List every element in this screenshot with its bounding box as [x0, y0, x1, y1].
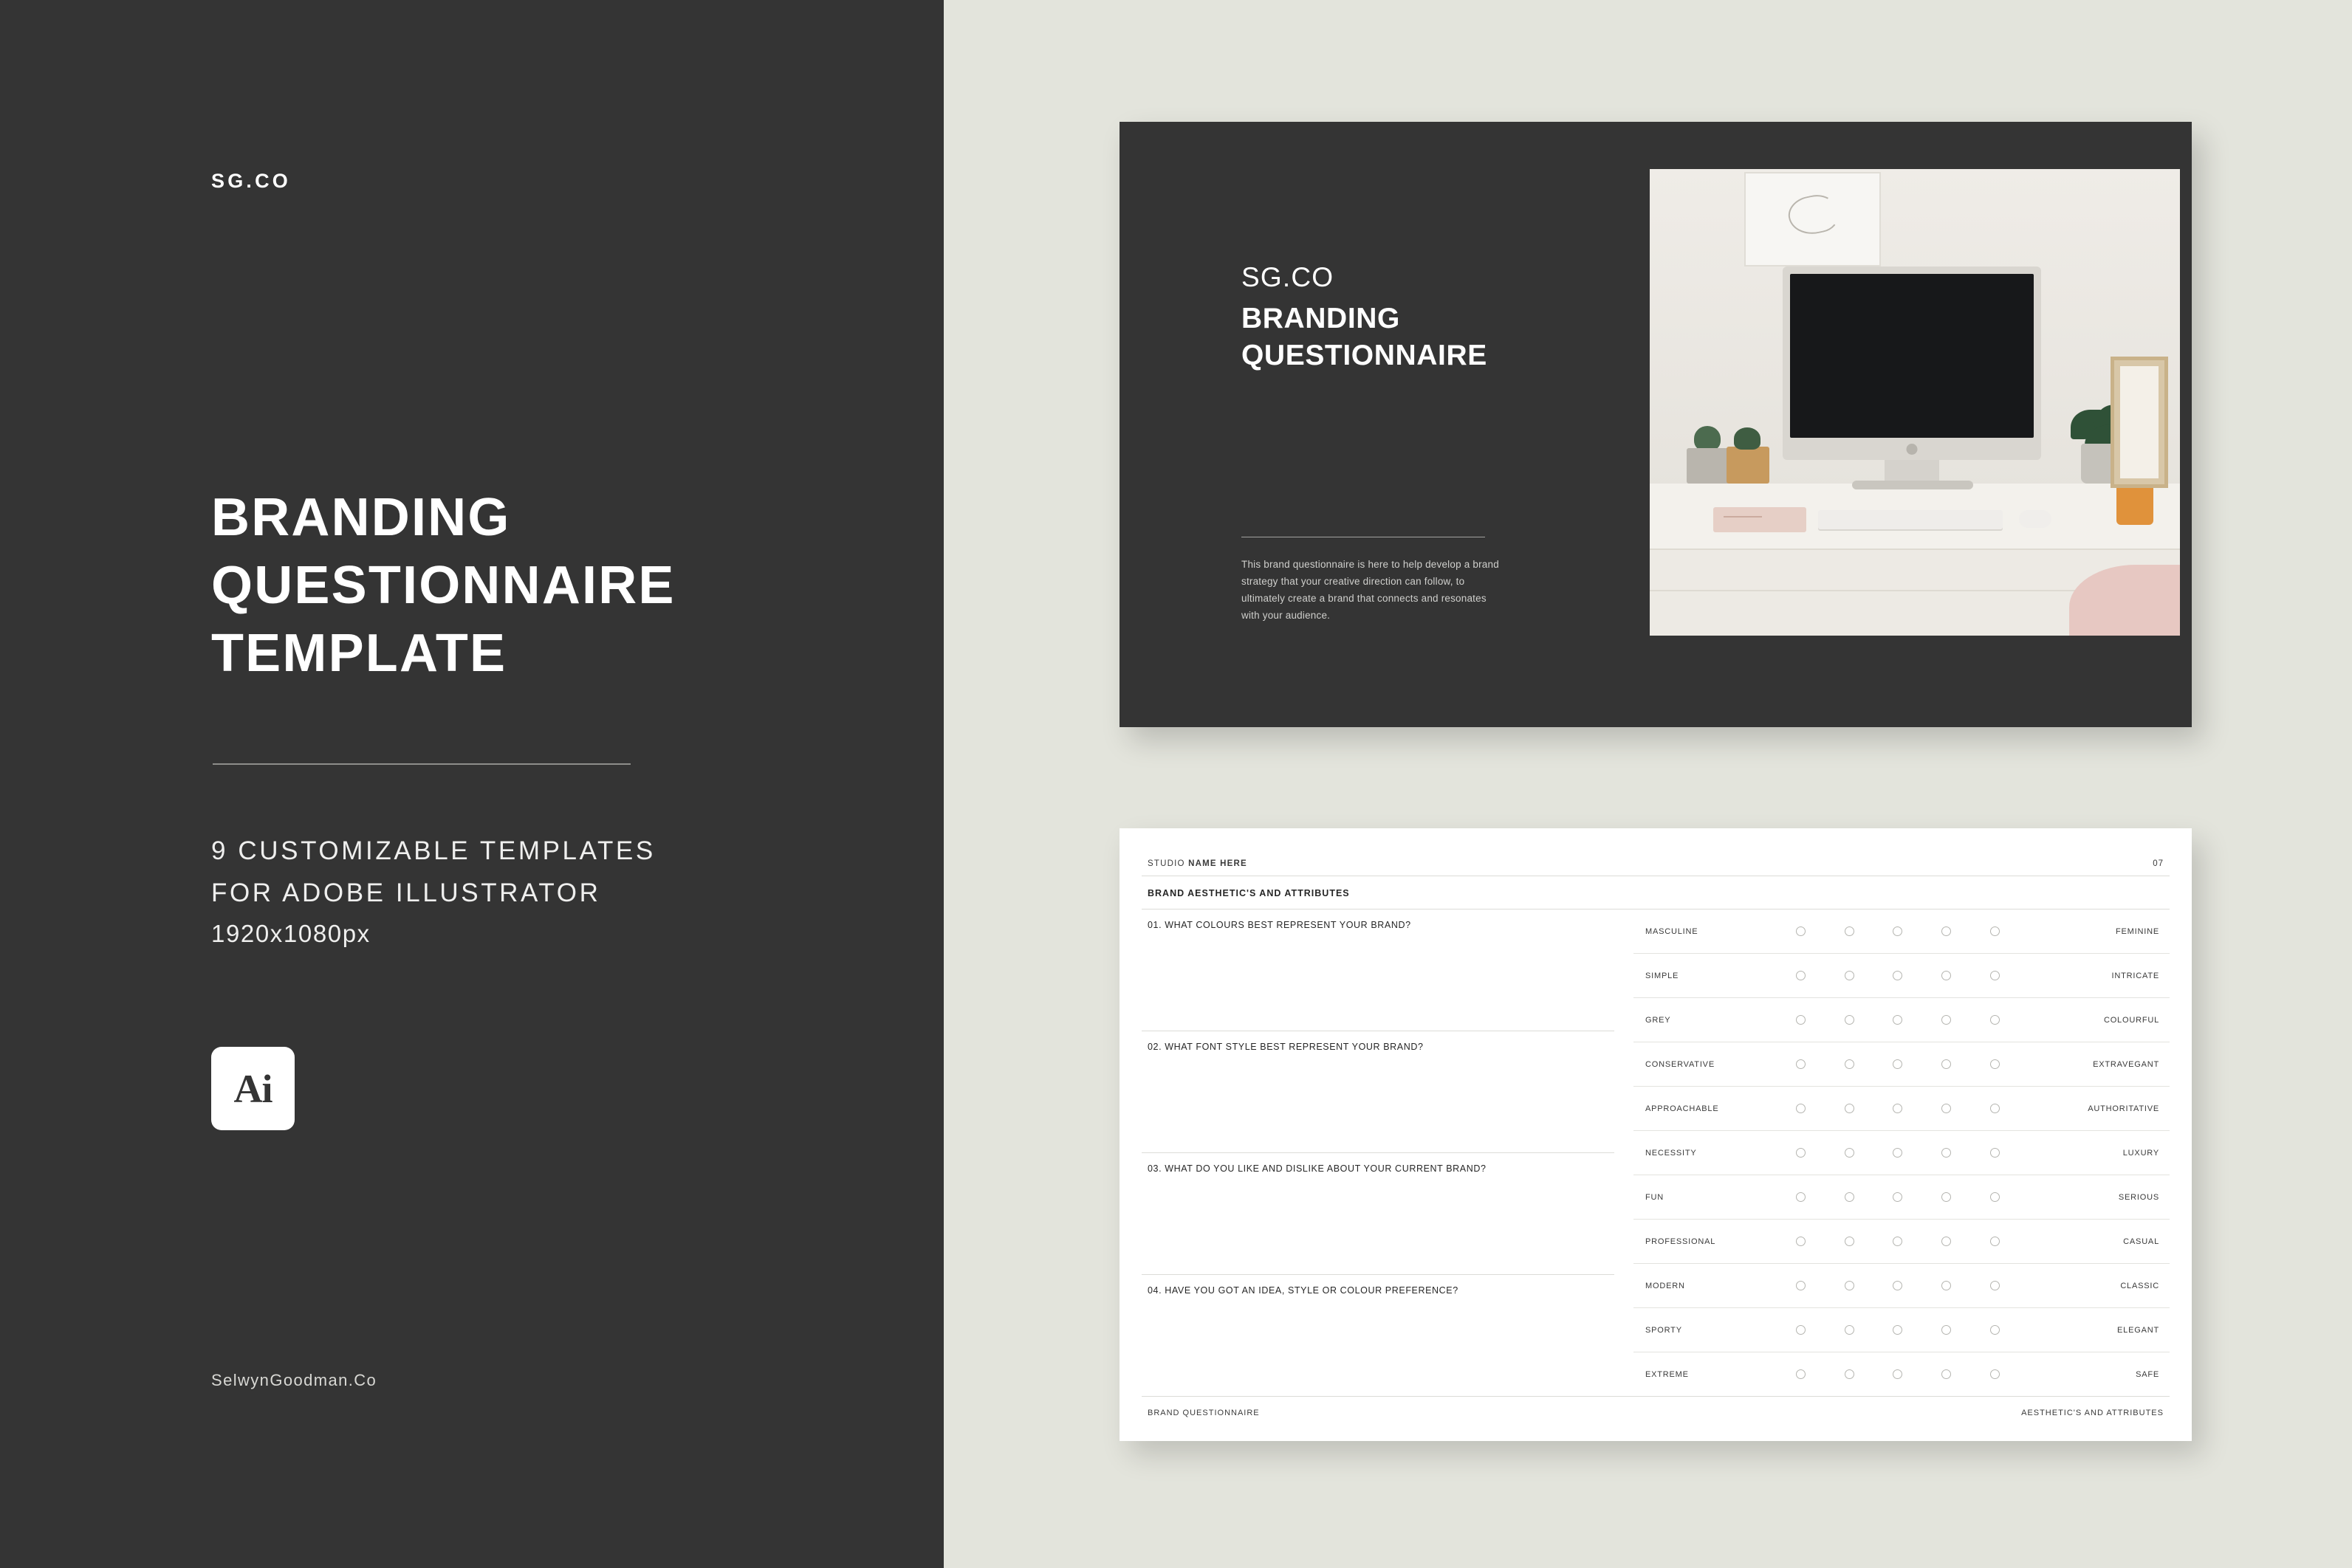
radio-option[interactable] [1893, 1148, 1902, 1158]
question-text: 01. WHAT COLOURS BEST REPRESENT YOUR BRAND? [1148, 920, 1411, 930]
gold-planter [1727, 447, 1769, 484]
radio-option[interactable] [1845, 1015, 1854, 1025]
scale-row [1633, 1352, 2170, 1396]
succulent [1694, 426, 1721, 451]
radio-option[interactable] [1941, 1059, 1951, 1069]
scale-row [1633, 954, 2170, 998]
scale-label-right: FEMININE [2116, 926, 2159, 936]
scale-options [1752, 1104, 2044, 1113]
studio-value: NAME HERE [1188, 859, 1247, 868]
radio-option[interactable] [1990, 1192, 2000, 1202]
radio-option[interactable] [1796, 1015, 1806, 1025]
footer-right-label: AESTHETIC'S AND ATTRIBUTES [2021, 1409, 2164, 1417]
radio-option[interactable] [1796, 1281, 1806, 1290]
detail-dimensions: 1920x1080px [211, 920, 371, 948]
scale-row [1633, 1264, 2170, 1308]
monitor-base [1852, 481, 1973, 489]
scale-list [1633, 909, 2170, 1396]
scale-label-left: APPROACHABLE [1645, 1104, 1719, 1113]
radio-option[interactable] [1990, 1369, 2000, 1379]
scale-label-right: SERIOUS [2118, 1192, 2159, 1202]
radio-option[interactable] [1990, 971, 2000, 980]
radio-option[interactable] [1845, 926, 1854, 936]
scale-options [1752, 1192, 2044, 1202]
mug [2116, 485, 2153, 525]
radio-option[interactable] [1990, 1104, 2000, 1113]
ai-badge-label: Ai [233, 1066, 272, 1111]
side-picture-frame [2111, 357, 2168, 488]
scale-options [1752, 1281, 2044, 1290]
scale-row [1633, 1131, 2170, 1175]
scale-options [1752, 1059, 2044, 1069]
slide-footer [1142, 1396, 2170, 1420]
slide-header [1142, 849, 2170, 876]
page-number: 07 [2153, 859, 2164, 868]
scale-label-left: SPORTY [1645, 1325, 1682, 1335]
product-details [211, 831, 656, 954]
divider [213, 763, 631, 765]
radio-option[interactable] [1893, 971, 1902, 980]
imac-computer [1783, 267, 2041, 460]
page-title-line-1: BRANDING [211, 488, 511, 547]
scale-label-right: CASUAL [2123, 1237, 2159, 1246]
radio-option[interactable] [1893, 926, 1902, 936]
radio-option[interactable] [1893, 1281, 1902, 1290]
scale-row [1633, 1220, 2170, 1264]
radio-option[interactable] [1941, 1015, 1951, 1025]
scale-label-left: FUN [1645, 1192, 1664, 1202]
radio-option[interactable] [1941, 1192, 1951, 1202]
notebook [1713, 507, 1806, 532]
mouse [2019, 510, 2051, 528]
radio-option[interactable] [1893, 1192, 1902, 1202]
radio-option[interactable] [1845, 1192, 1854, 1202]
scale-label-left: CONSERVATIVE [1645, 1059, 1715, 1069]
radio-option[interactable] [1990, 1325, 2000, 1335]
cover-brand-mark: SG.CO [1241, 262, 1334, 292]
scale-options [1752, 1148, 2044, 1158]
cover-title-line-1: BRANDING [1241, 303, 1400, 334]
left-info-panel [0, 0, 944, 1568]
radio-option[interactable] [1941, 1104, 1951, 1113]
radio-option[interactable] [1893, 1369, 1902, 1379]
studio-name [1148, 859, 1247, 868]
radio-option[interactable] [1941, 1369, 1951, 1379]
cover-text-block [1241, 262, 1507, 625]
scale-label-right: AUTHORITATIVE [2088, 1104, 2159, 1113]
page-title-line-3: TEMPLATE [211, 624, 507, 684]
radio-option[interactable] [1845, 971, 1854, 980]
scale-label-right: INTRICATE [2111, 971, 2159, 980]
footer-left-label: BRAND QUESTIONNAIRE [1148, 1409, 1260, 1417]
scale-options [1752, 1237, 2044, 1246]
radio-option[interactable] [1796, 1192, 1806, 1202]
cover-photo [1650, 169, 2180, 636]
scale-options [1752, 1325, 2044, 1335]
question-text: 03. WHAT DO YOU LIKE AND DISLIKE ABOUT YOUR CURRENT BRAND? [1148, 1163, 1487, 1174]
radio-option[interactable] [1845, 1281, 1854, 1290]
detail-line-1: 9 CUSTOMIZABLE TEMPLATES [211, 836, 656, 865]
adobe-illustrator-icon [211, 1047, 295, 1130]
radio-option[interactable] [1796, 1104, 1806, 1113]
scale-label-left: EXTREME [1645, 1369, 1689, 1379]
scale-label-right: LUXURY [2122, 1148, 2159, 1158]
questionnaire-body [1142, 909, 2170, 1396]
question-item[interactable] [1142, 1153, 1614, 1275]
brand-mark: SG.CO [211, 170, 292, 192]
scale-row [1633, 1042, 2170, 1087]
question-item[interactable] [1142, 1031, 1614, 1153]
radio-option[interactable] [1941, 1281, 1951, 1290]
question-text: 04. HAVE YOU GOT AN IDEA, STYLE OR COLOUR PREFERENCE? [1148, 1285, 1458, 1296]
mockup-area [944, 0, 2352, 1568]
question-list [1142, 909, 1614, 1396]
radio-option[interactable] [1796, 1059, 1806, 1069]
scale-label-left: NECESSITY [1645, 1148, 1697, 1158]
question-text: 02. WHAT FONT STYLE BEST REPRESENT YOUR BRAND? [1148, 1042, 1424, 1052]
scale-label-left: PROFESSIONAL [1645, 1237, 1716, 1246]
scale-options [1752, 1369, 2044, 1379]
radio-option[interactable] [1796, 971, 1806, 980]
radio-option[interactable] [1796, 926, 1806, 936]
apple-logo-icon [1907, 444, 1918, 455]
footer-credit: SelwynGoodman.Co [211, 1371, 377, 1389]
radio-option[interactable] [1990, 1281, 2000, 1290]
scale-options [1752, 971, 2044, 980]
radio-option[interactable] [1796, 1237, 1806, 1246]
radio-option[interactable] [1845, 1104, 1854, 1113]
plant-pot [1687, 448, 1729, 484]
radio-option[interactable] [1990, 1059, 2000, 1069]
radio-option[interactable] [1845, 1325, 1854, 1335]
radio-option[interactable] [1941, 926, 1951, 936]
scale-label-right: EXTRAVEGANT [2093, 1059, 2159, 1069]
scale-row [1633, 1087, 2170, 1131]
radio-option[interactable] [1845, 1237, 1854, 1246]
monitor-screen [1790, 274, 2034, 438]
radio-option[interactable] [1893, 1104, 1902, 1113]
radio-option[interactable] [1990, 1015, 2000, 1025]
detail-line-2: FOR ADOBE ILLUSTRATOR [211, 878, 601, 907]
radio-option[interactable] [1941, 1148, 1951, 1158]
radio-option[interactable] [1893, 1237, 1902, 1246]
page-title-line-2: QUESTIONNAIRE [211, 556, 676, 616]
scale-row [1633, 1308, 2170, 1352]
radio-option[interactable] [1941, 1325, 1951, 1335]
scale-row [1633, 1175, 2170, 1220]
scale-label-left: GREY [1645, 1015, 1671, 1025]
cover-title-line-2: QUESTIONNAIRE [1241, 339, 1487, 371]
scale-label-right: ELEGANT [2117, 1325, 2159, 1335]
radio-option[interactable] [1990, 926, 2000, 936]
scale-label-left: SIMPLE [1645, 971, 1679, 980]
scale-label-left: MODERN [1645, 1281, 1685, 1290]
cover-title [1241, 300, 1507, 374]
questionnaire-slide [1120, 828, 2192, 1441]
radio-option[interactable] [1893, 1015, 1902, 1025]
cover-slide [1120, 122, 2192, 727]
radio-option[interactable] [1990, 1148, 2000, 1158]
radio-option[interactable] [1941, 971, 1951, 980]
wall-art-frame [1744, 172, 1881, 267]
scale-label-left: MASCULINE [1645, 926, 1698, 936]
page-title [211, 484, 676, 687]
scale-row [1633, 998, 2170, 1042]
scale-label-right: COLOURFUL [2103, 1015, 2159, 1025]
radio-option[interactable] [1845, 1148, 1854, 1158]
cover-description: This brand questionnaire is here to help develop a brand strategy that your creative direction can follow, to ultimately create a brand that connects and resonates with your audience. [1241, 558, 1499, 622]
scale-options [1752, 1015, 2044, 1025]
radio-option[interactable] [1845, 1369, 1854, 1379]
section-title: BRAND AESTHETIC'S AND ATTRIBUTES [1142, 876, 2170, 909]
radio-option[interactable] [1796, 1148, 1806, 1158]
scale-label-right: SAFE [2136, 1369, 2159, 1379]
radio-option[interactable] [1893, 1059, 1902, 1069]
question-item[interactable] [1142, 909, 1614, 1031]
radio-option[interactable] [1941, 1237, 1951, 1246]
studio-label: STUDIO [1148, 859, 1185, 868]
question-item[interactable] [1142, 1275, 1614, 1396]
radio-option[interactable] [1796, 1325, 1806, 1335]
radio-option[interactable] [1796, 1369, 1806, 1379]
radio-option[interactable] [1990, 1237, 2000, 1246]
scale-options [1752, 926, 2044, 936]
radio-option[interactable] [1893, 1325, 1902, 1335]
scale-label-right: CLASSIC [2120, 1281, 2159, 1290]
keyboard [1818, 510, 2003, 529]
scale-row [1633, 909, 2170, 954]
radio-option[interactable] [1845, 1059, 1854, 1069]
